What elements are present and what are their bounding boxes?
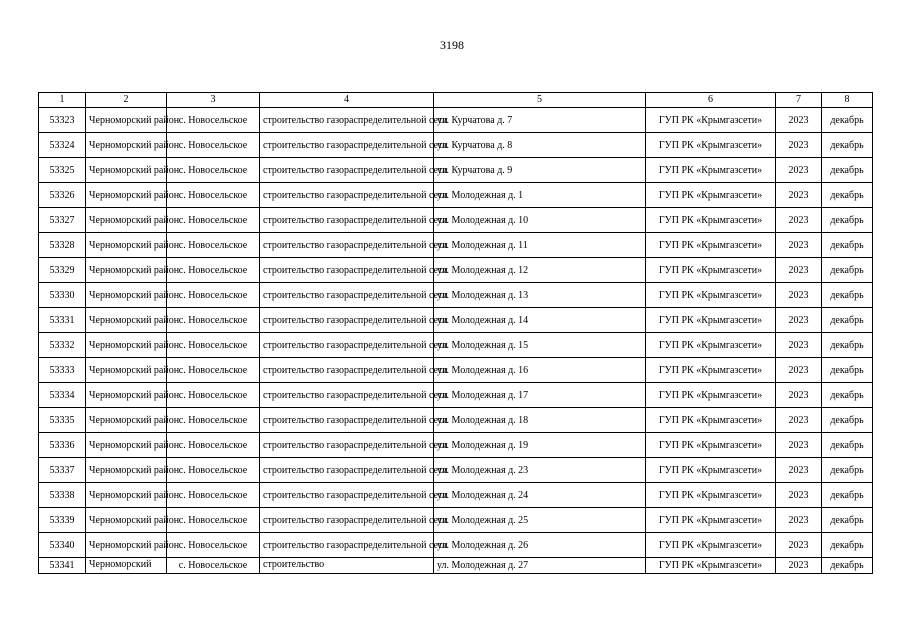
year-cell: 2023 — [776, 433, 822, 458]
address-cell: ул. Молодежная д. 19 — [434, 433, 646, 458]
month-cell: декабрь — [822, 458, 873, 483]
table-row — [39, 358, 873, 383]
row-number-cell: 53330 — [39, 283, 86, 308]
organization-cell: ГУП РК «Крымгазсети» — [646, 533, 776, 558]
village-cell: с. Новосельское — [167, 558, 260, 574]
work-type-cell: строительство газораспределительной сети — [260, 108, 434, 133]
work-type-cell: строительство газораспределительной сети — [260, 133, 434, 158]
work-type-cell: строительство газораспределительной сети — [260, 458, 434, 483]
address-cell: ул. Курчатова д. 7 — [434, 108, 646, 133]
address-cell: ул. Молодежная д. 27 — [434, 558, 646, 574]
month-cell: декабрь — [822, 433, 873, 458]
address-cell: ул. Молодежная д. 26 — [434, 533, 646, 558]
table-row — [39, 308, 873, 333]
row-number-cell: 53332 — [39, 333, 86, 358]
month-cell: декабрь — [822, 308, 873, 333]
header-row — [39, 93, 873, 108]
district-cell: Черноморский район — [86, 108, 167, 133]
row-number-cell: 53336 — [39, 433, 86, 458]
work-type-cell: строительство газораспределительной сети — [260, 308, 434, 333]
table-row — [39, 283, 873, 308]
month-cell: декабрь — [822, 483, 873, 508]
row-number-cell: 53339 — [39, 508, 86, 533]
district-cell: Черноморский район — [86, 208, 167, 233]
address-cell: ул. Молодежная д. 18 — [434, 408, 646, 433]
address-cell: ул. Молодежная д. 12 — [434, 258, 646, 283]
table-row — [39, 233, 873, 258]
village-cell: с. Новосельское — [167, 108, 260, 133]
row-number-cell: 53340 — [39, 533, 86, 558]
organization-cell: ГУП РК «Крымгазсети» — [646, 483, 776, 508]
work-type-cell: строительство газораспределительной сети — [260, 208, 434, 233]
village-cell: с. Новосельское — [167, 308, 260, 333]
work-type-cell: строительство газораспределительной сети — [260, 183, 434, 208]
year-cell: 2023 — [776, 458, 822, 483]
month-cell: декабрь — [822, 133, 873, 158]
table-row — [39, 558, 873, 574]
registry-table — [38, 92, 873, 574]
row-number-cell: 53331 — [39, 308, 86, 333]
row-number-cell: 53333 — [39, 358, 86, 383]
year-cell: 2023 — [776, 408, 822, 433]
address-cell: ул. Молодежная д. 14 — [434, 308, 646, 333]
address-cell: ул. Молодежная д. 11 — [434, 233, 646, 258]
month-cell: декабрь — [822, 158, 873, 183]
month-cell: декабрь — [822, 108, 873, 133]
district-cell: Черноморский район — [86, 408, 167, 433]
district-cell: Черноморский район — [86, 333, 167, 358]
organization-cell: ГУП РК «Крымгазсети» — [646, 333, 776, 358]
village-cell: с. Новосельское — [167, 258, 260, 283]
year-cell: 2023 — [776, 508, 822, 533]
district-cell: Черноморский район — [86, 183, 167, 208]
month-cell: декабрь — [822, 358, 873, 383]
organization-cell: ГУП РК «Крымгазсети» — [646, 258, 776, 283]
month-cell: декабрь — [822, 183, 873, 208]
column-header: 3 — [167, 93, 260, 108]
row-number-cell: 53326 — [39, 183, 86, 208]
village-cell: с. Новосельское — [167, 208, 260, 233]
village-cell: с. Новосельское — [167, 158, 260, 183]
village-cell: с. Новосельское — [167, 483, 260, 508]
village-cell: с. Новосельское — [167, 533, 260, 558]
month-cell: декабрь — [822, 558, 873, 574]
address-cell: ул. Молодежная д. 15 — [434, 333, 646, 358]
year-cell: 2023 — [776, 233, 822, 258]
district-cell: Черноморский район — [86, 283, 167, 308]
row-number-cell: 53334 — [39, 383, 86, 408]
organization-cell: ГУП РК «Крымгазсети» — [646, 283, 776, 308]
row-number-cell: 53335 — [39, 408, 86, 433]
table-row — [39, 483, 873, 508]
village-cell: с. Новосельское — [167, 283, 260, 308]
year-cell: 2023 — [776, 558, 822, 574]
work-type-cell: строительство газораспределительной сети — [260, 158, 434, 183]
year-cell: 2023 — [776, 308, 822, 333]
village-cell: с. Новосельское — [167, 358, 260, 383]
organization-cell: ГУП РК «Крымгазсети» — [646, 208, 776, 233]
month-cell: декабрь — [822, 333, 873, 358]
district-cell: Черноморский район — [86, 133, 167, 158]
address-cell: ул. Молодежная д. 25 — [434, 508, 646, 533]
district-cell: Черноморский район — [86, 358, 167, 383]
work-type-cell: строительство газораспределительной сети — [260, 358, 434, 383]
address-cell: ул. Курчатова д. 9 — [434, 158, 646, 183]
work-type-cell: строительство газораспределительной сети — [260, 258, 434, 283]
address-cell: ул. Молодежная д. 1 — [434, 183, 646, 208]
row-number-cell: 53341 — [39, 558, 86, 574]
year-cell: 2023 — [776, 183, 822, 208]
month-cell: декабрь — [822, 508, 873, 533]
row-number-cell: 53325 — [39, 158, 86, 183]
table-row — [39, 183, 873, 208]
work-type-cell: строительство газораспределительной сети — [260, 533, 434, 558]
district-cell: Черноморский район — [86, 483, 167, 508]
district-cell: Черноморский район — [86, 433, 167, 458]
year-cell: 2023 — [776, 158, 822, 183]
address-cell: ул. Молодежная д. 13 — [434, 283, 646, 308]
work-type-cell: строительство газораспределительной сети — [260, 333, 434, 358]
work-type-cell: строительство — [260, 558, 434, 574]
district-cell: Черноморский район — [86, 508, 167, 533]
organization-cell: ГУП РК «Крымгазсети» — [646, 558, 776, 574]
column-header: 1 — [39, 93, 86, 108]
work-type-cell: строительство газораспределительной сети — [260, 433, 434, 458]
table-row — [39, 333, 873, 358]
work-type-cell: строительство газораспределительной сети — [260, 408, 434, 433]
village-cell: с. Новосельское — [167, 133, 260, 158]
organization-cell: ГУП РК «Крымгазсети» — [646, 308, 776, 333]
organization-cell: ГУП РК «Крымгазсети» — [646, 508, 776, 533]
table-row — [39, 458, 873, 483]
work-type-cell: строительство газораспределительной сети — [260, 233, 434, 258]
year-cell: 2023 — [776, 383, 822, 408]
work-type-cell: строительство газораспределительной сети — [260, 383, 434, 408]
work-type-cell: строительство газораспределительной сети — [260, 508, 434, 533]
address-cell: ул. Молодежная д. 23 — [434, 458, 646, 483]
district-cell: Черноморский район — [86, 383, 167, 408]
row-number-cell: 53328 — [39, 233, 86, 258]
address-cell: ул. Курчатова д. 8 — [434, 133, 646, 158]
year-cell: 2023 — [776, 358, 822, 383]
year-cell: 2023 — [776, 283, 822, 308]
row-number-cell: 53324 — [39, 133, 86, 158]
organization-cell: ГУП РК «Крымгазсети» — [646, 408, 776, 433]
district-cell: Черноморский район — [86, 533, 167, 558]
year-cell: 2023 — [776, 108, 822, 133]
year-cell: 2023 — [776, 258, 822, 283]
organization-cell: ГУП РК «Крымгазсети» — [646, 108, 776, 133]
address-cell: ул. Молодежная д. 16 — [434, 358, 646, 383]
table-row — [39, 508, 873, 533]
village-cell: с. Новосельское — [167, 383, 260, 408]
district-cell: Черноморский район — [86, 258, 167, 283]
month-cell: декабрь — [822, 383, 873, 408]
column-header: 7 — [776, 93, 822, 108]
row-number-cell: 53337 — [39, 458, 86, 483]
year-cell: 2023 — [776, 483, 822, 508]
year-cell: 2023 — [776, 208, 822, 233]
column-header: 4 — [260, 93, 434, 108]
district-cell: Черноморский район — [86, 308, 167, 333]
month-cell: декабрь — [822, 233, 873, 258]
table-row — [39, 108, 873, 133]
table-row — [39, 433, 873, 458]
table-row — [39, 258, 873, 283]
column-header: 5 — [434, 93, 646, 108]
district-cell: Черноморский район — [86, 458, 167, 483]
month-cell: декабрь — [822, 258, 873, 283]
district-cell: Черноморский район — [86, 233, 167, 258]
village-cell: с. Новосельское — [167, 333, 260, 358]
organization-cell: ГУП РК «Крымгазсети» — [646, 158, 776, 183]
organization-cell: ГУП РК «Крымгазсети» — [646, 458, 776, 483]
table-row — [39, 383, 873, 408]
page-number: 3198 — [440, 38, 464, 52]
organization-cell: ГУП РК «Крымгазсети» — [646, 433, 776, 458]
organization-cell: ГУП РК «Крымгазсети» — [646, 358, 776, 383]
table-row — [39, 533, 873, 558]
organization-cell: ГУП РК «Крымгазсети» — [646, 133, 776, 158]
address-cell: ул. Молодежная д. 24 — [434, 483, 646, 508]
district-cell: Черноморский — [86, 558, 167, 574]
village-cell: с. Новосельское — [167, 183, 260, 208]
month-cell: декабрь — [822, 208, 873, 233]
column-header: 2 — [86, 93, 167, 108]
year-cell: 2023 — [776, 133, 822, 158]
village-cell: с. Новосельское — [167, 458, 260, 483]
month-cell: декабрь — [822, 283, 873, 308]
year-cell: 2023 — [776, 533, 822, 558]
organization-cell: ГУП РК «Крымгазсети» — [646, 383, 776, 408]
column-header: 6 — [646, 93, 776, 108]
row-number-cell: 53323 — [39, 108, 86, 133]
district-cell: Черноморский район — [86, 158, 167, 183]
table-row — [39, 133, 873, 158]
village-cell: с. Новосельское — [167, 433, 260, 458]
work-type-cell: строительство газораспределительной сети — [260, 283, 434, 308]
month-cell: декабрь — [822, 533, 873, 558]
table-row — [39, 158, 873, 183]
organization-cell: ГУП РК «Крымгазсети» — [646, 233, 776, 258]
month-cell: декабрь — [822, 408, 873, 433]
row-number-cell: 53338 — [39, 483, 86, 508]
row-number-cell: 53329 — [39, 258, 86, 283]
address-cell: ул. Молодежная д. 10 — [434, 208, 646, 233]
village-cell: с. Новосельское — [167, 233, 260, 258]
organization-cell: ГУП РК «Крымгазсети» — [646, 183, 776, 208]
village-cell: с. Новосельское — [167, 408, 260, 433]
row-number-cell: 53327 — [39, 208, 86, 233]
table-row — [39, 408, 873, 433]
work-type-cell: строительство газораспределительной сети — [260, 483, 434, 508]
year-cell: 2023 — [776, 333, 822, 358]
village-cell: с. Новосельское — [167, 508, 260, 533]
address-cell: ул. Молодежная д. 17 — [434, 383, 646, 408]
column-header: 8 — [822, 93, 873, 108]
table-row — [39, 208, 873, 233]
